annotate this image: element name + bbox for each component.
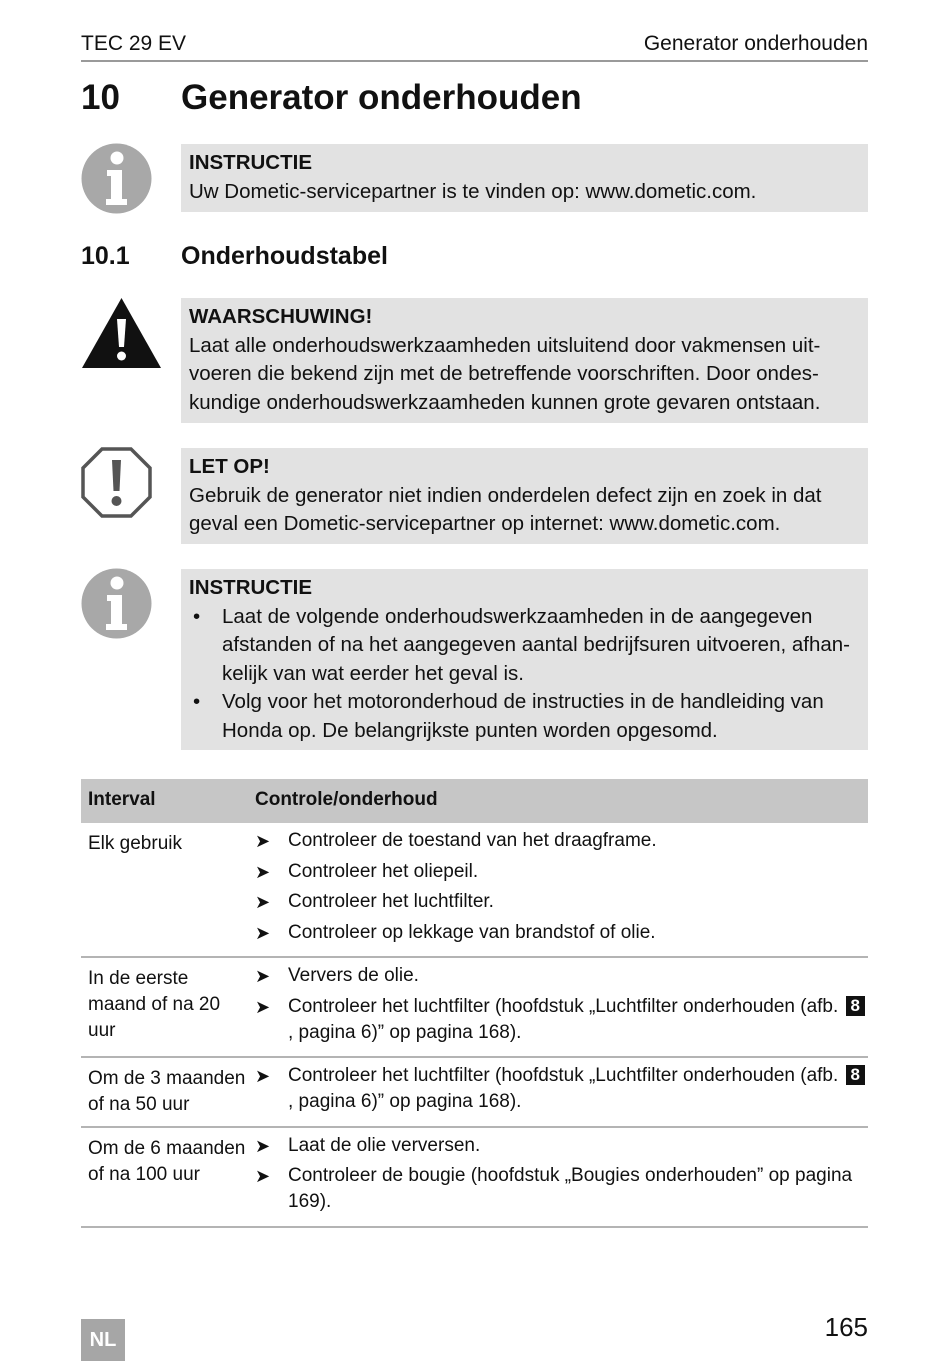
action-item xyxy=(255,889,868,915)
action-item xyxy=(255,859,868,885)
action-text: Controleer het luchtfilter (hoofdstuk „Luchtfilter onderhouden (afb. xyxy=(288,1065,839,1086)
action-list xyxy=(255,823,868,956)
arrow-bullet-icon: ➤ xyxy=(255,1066,271,1086)
chapter-title: Generator onderhouden xyxy=(181,78,582,117)
action-item xyxy=(255,1133,868,1159)
action-text: Controleer het luchtfilter. xyxy=(288,891,494,912)
table-row xyxy=(81,958,868,1058)
action-text: Controleer op lekkage van brandstof of olie. xyxy=(288,921,656,943)
maintenance-table xyxy=(81,779,868,1228)
table-row xyxy=(81,823,868,958)
action-text: Laat de olie verversen. xyxy=(288,1134,481,1156)
action-text: Controleer het oliepeil. xyxy=(288,860,479,882)
warning-box xyxy=(181,298,868,423)
action-item xyxy=(255,920,868,946)
info-icon xyxy=(81,143,152,214)
table-row xyxy=(81,1058,868,1128)
note-box xyxy=(181,144,868,212)
interval-cell: Om de 3 maanden of na 50 uur xyxy=(88,1068,246,1115)
running-header xyxy=(81,30,868,62)
action-text: , pagina 6)” op pagina 168). xyxy=(288,1091,522,1112)
arrow-bullet-icon: ➤ xyxy=(255,922,271,943)
table-row xyxy=(81,1128,868,1228)
header-chapter: Generator onderhouden xyxy=(643,32,868,55)
header-maintenance: Controle/onderhoud xyxy=(255,789,438,810)
caution-octagon-icon xyxy=(81,447,152,518)
header-interval: Interval xyxy=(88,789,156,810)
warning-triangle-icon xyxy=(81,297,162,369)
section-number: 10.1 xyxy=(81,242,130,270)
arrow-bullet-icon: ➤ xyxy=(255,1166,271,1186)
caution-box xyxy=(181,448,868,544)
caution-text: Gebruik de generator niet indien onderdelen defect zijn en zoek in dat geval een Dometic-servicepartner op internet: www.dometic.com. xyxy=(189,483,822,535)
figure-reference: 8 xyxy=(846,996,865,1016)
action-item xyxy=(255,828,868,854)
interval-cell: In de eerste maand of na 20 uur xyxy=(88,968,221,1041)
table-body xyxy=(81,823,868,1228)
action-text: Ververs de olie. xyxy=(288,965,419,986)
arrow-bullet-icon: ➤ xyxy=(255,861,271,882)
note-title: INSTRUCTIE xyxy=(189,576,312,599)
note-bullet-list xyxy=(189,603,860,746)
interval-cell: Elk gebruik xyxy=(88,833,182,854)
action-item xyxy=(255,1163,868,1215)
table-header xyxy=(81,779,868,823)
action-list xyxy=(255,1058,868,1126)
note-title: INSTRUCTIE xyxy=(189,151,312,174)
note-bullet: • Laat de volgende onderhoudswerkzaamheden in de aangegeven afstanden of na het aangegeven aantal bedrijfsuren uitvoeren, afhan-kelijk van wat eerder het geval is. xyxy=(189,603,860,689)
action-text: Controleer het luchtfilter (hoofdstuk „Luchtfilter onderhouden (afb. xyxy=(288,995,839,1017)
note-text: Uw Dometic-servicepartner is te vinden op: www.dometic.com. xyxy=(189,179,757,203)
language-tab: NL xyxy=(81,1319,125,1361)
arrow-bullet-icon: ➤ xyxy=(255,1135,271,1156)
arrow-bullet-icon: ➤ xyxy=(255,966,271,986)
note-bullet: • Volg voor het motoronderhoud de instructies in de handleiding van Honda op. De belangrijkste punten worden opgesomd. xyxy=(189,688,860,745)
header-model: TEC 29 EV xyxy=(81,32,187,55)
arrow-bullet-icon: ➤ xyxy=(255,831,271,851)
arrow-bullet-icon: ➤ xyxy=(255,996,271,1017)
info-icon xyxy=(81,568,152,639)
chapter-number: 10 xyxy=(81,78,120,117)
caution-title: LET OP! xyxy=(189,455,270,478)
action-text: Controleer de bougie (hoofdstuk „Bougies onderhouden” op pagina 169). xyxy=(288,1165,853,1212)
figure-reference: 8 xyxy=(846,1065,865,1085)
note-box xyxy=(181,569,868,750)
warning-text: Laat alle onderhoudswerkzaamheden uitsluitend door vakmensen uit-voeren die bekend zijn met de betreffende voorschriften. Door ondes-kundige onderhoudswerkzaamheden kunnen grote gevaren ontstaan. xyxy=(189,333,821,414)
action-list xyxy=(255,1128,868,1226)
action-text: Controleer de toestand van het draagframe. xyxy=(288,830,657,851)
page-number: 165 xyxy=(824,1312,868,1342)
action-item xyxy=(255,994,868,1046)
action-list xyxy=(255,958,868,1056)
action-item xyxy=(255,1063,868,1115)
action-text: , pagina 6)” op pagina 168). xyxy=(288,1021,522,1043)
section-title: Onderhoudstabel xyxy=(181,242,388,270)
warning-title: WAARSCHUWING! xyxy=(189,305,373,328)
arrow-bullet-icon: ➤ xyxy=(255,892,271,912)
action-item xyxy=(255,963,868,989)
interval-cell: Om de 6 maanden of na 100 uur xyxy=(88,1137,246,1185)
